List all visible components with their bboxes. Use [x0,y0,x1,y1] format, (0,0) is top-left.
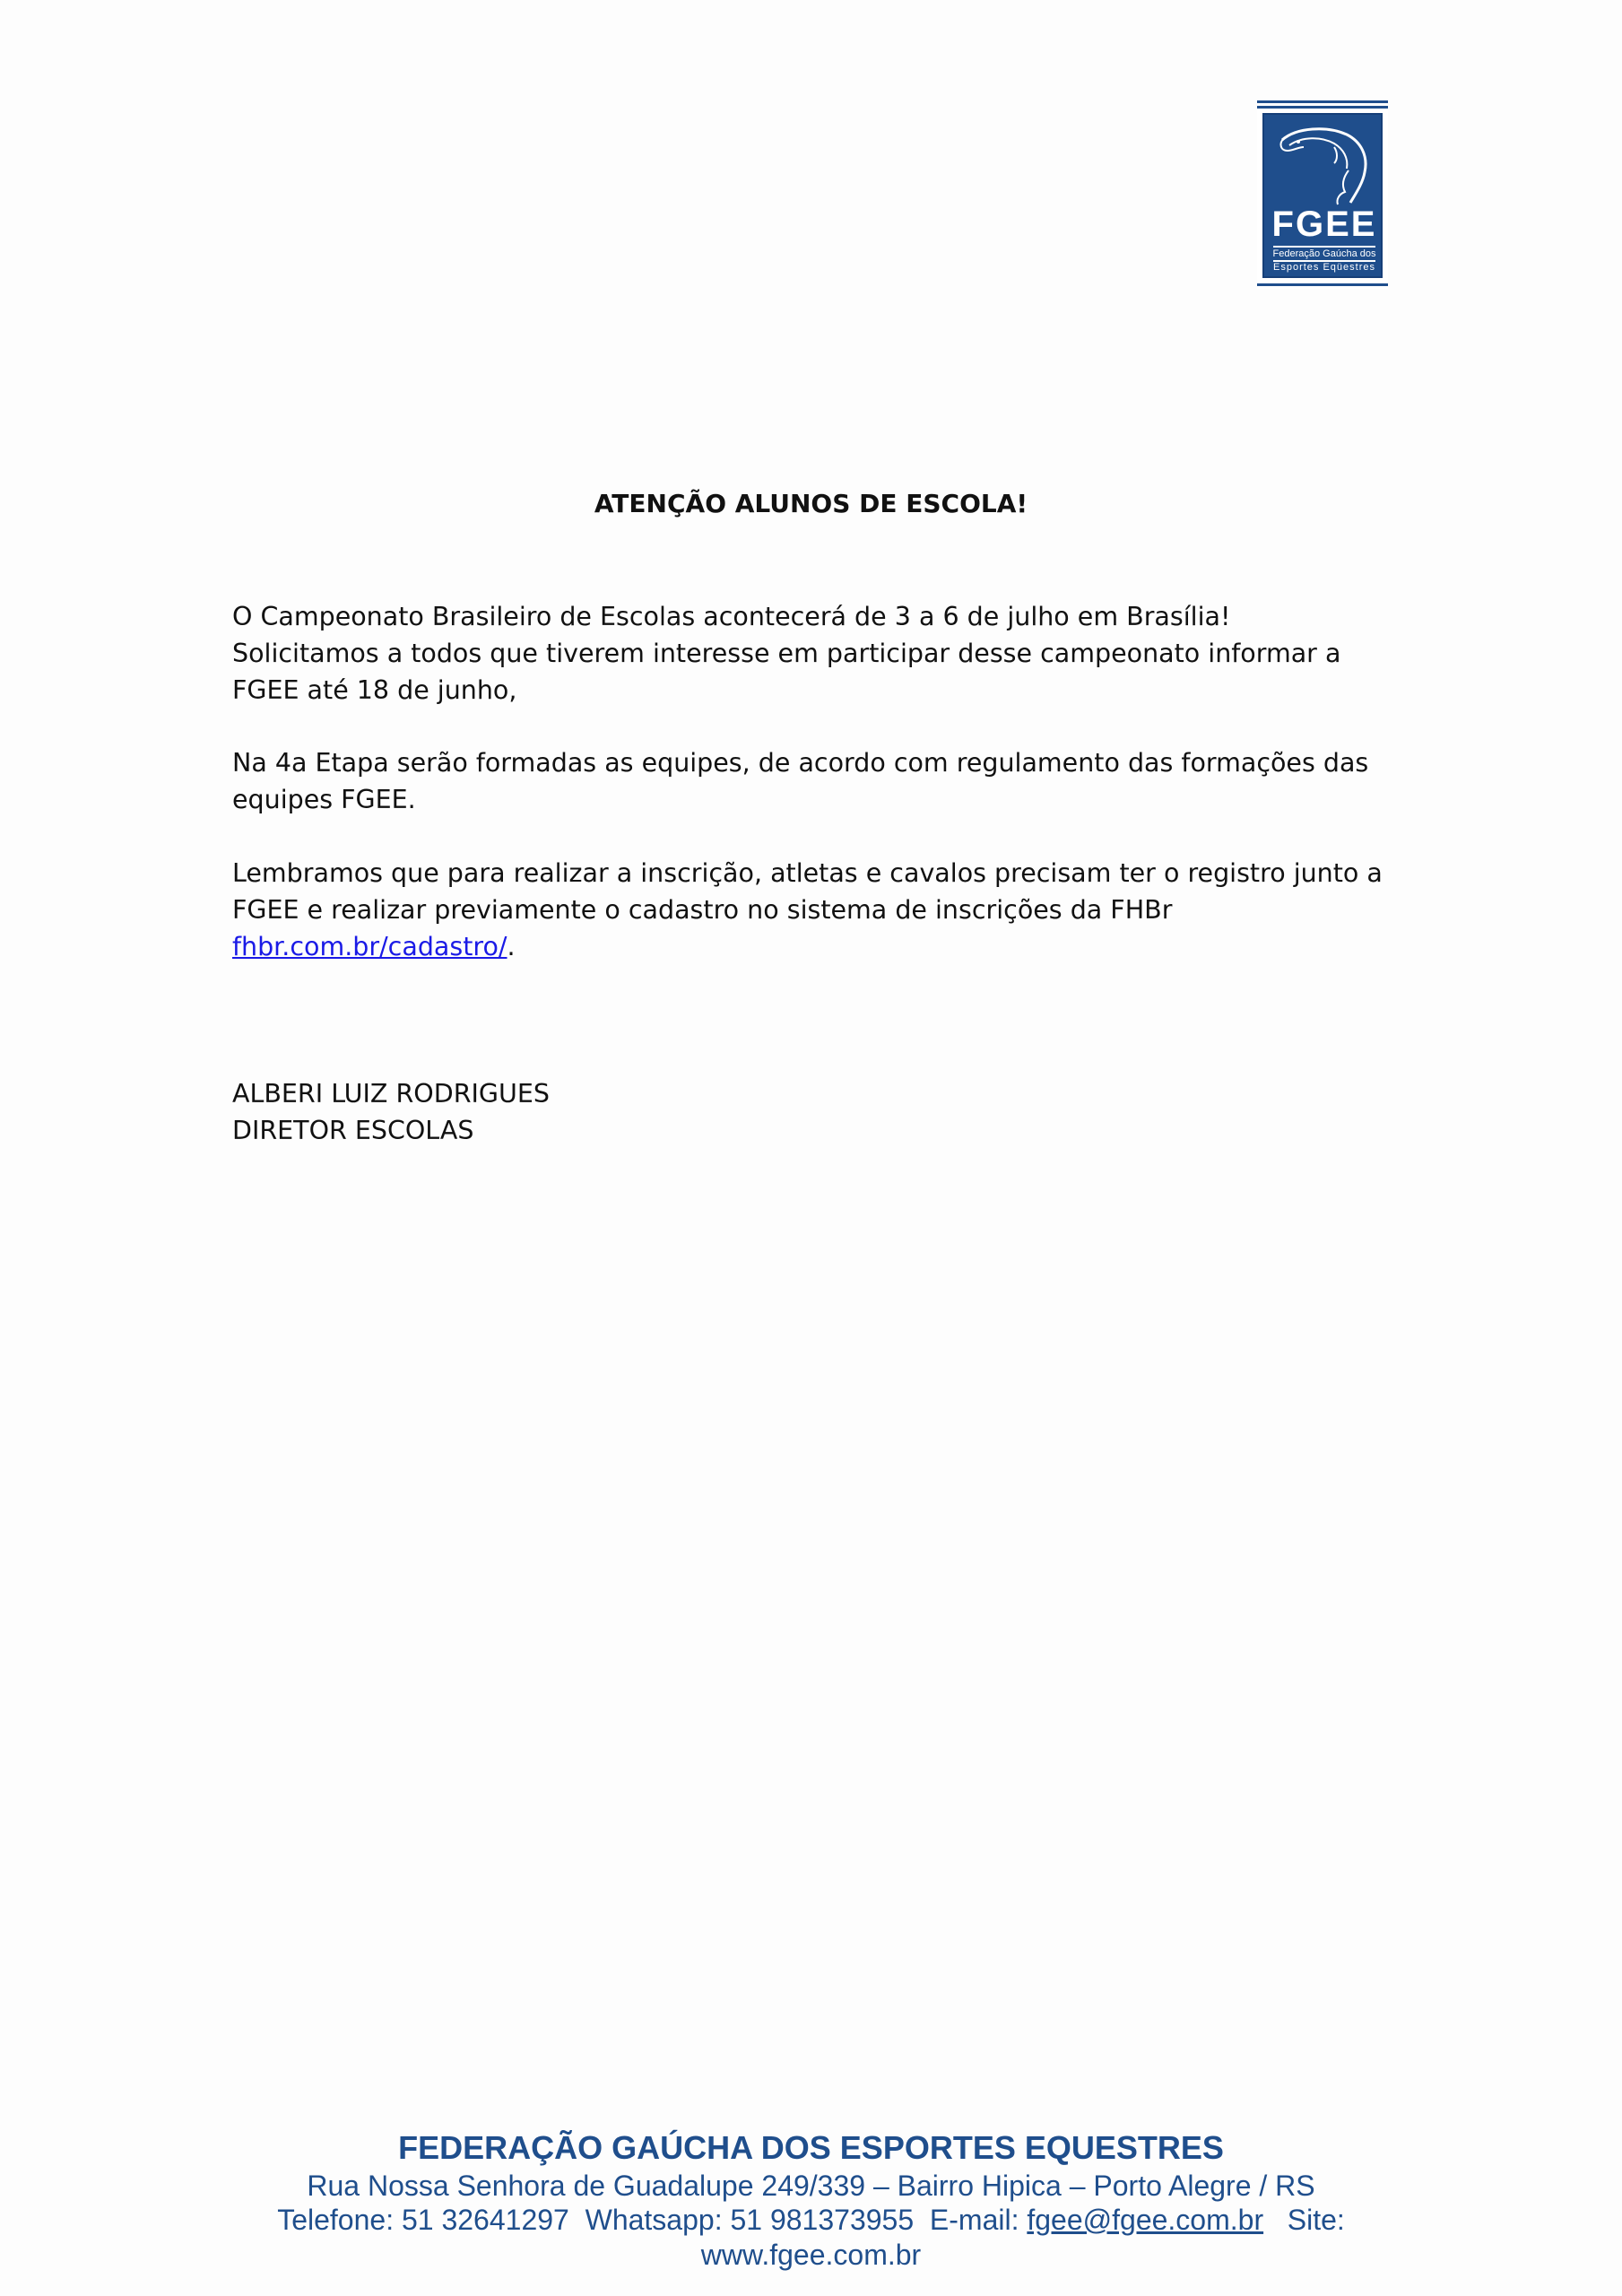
paragraph-line-link [232,928,1398,965]
paragraph-championship [232,598,1398,709]
paragraph-line: Solicitamos a todos que tiverem interesse em participar desse campeonato informar a [232,639,1341,668]
footer-org-name: FEDERAÇÃO GAÚCHA DOS ESPORTES EQUESTRES [398,2129,1224,2166]
paragraph-registration [232,855,1398,965]
paragraph-line: Na 4a Etapa serão formadas as equipes, de acordo com regulamento das formações das [232,748,1369,778]
paragraph-line: O Campeonato Brasileiro de Escolas acontecerá de 3 a 6 de julho em Brasília! [232,602,1231,631]
horse-head-icon [1271,120,1377,206]
paragraph-teams [232,744,1398,818]
footer-contact [0,2203,1622,2237]
logo-subtitle-line1: Federação Gaúcha dos [1272,248,1376,259]
logo-top-rule [1257,100,1388,103]
signature-title: DIRETOR ESCOLAS [232,1116,474,1145]
notice-heading: ATENÇÃO ALUNOS DE ESCOLA! [594,489,1028,518]
signature-block [232,1075,1398,1149]
footer-site-link[interactable]: www.fgee.com.br [700,2239,922,2271]
paragraph-line: Lembramos que para realizar a inscrição, atletas e cavalos precisam ter o registro junto a [232,858,1383,888]
logo-bottom-rule [1257,283,1388,286]
paragraph-line: equipes FGEE. [232,785,416,814]
logo-divider [1273,246,1375,248]
paragraph-line: FGEE e realizar previamente o cadastro no sistema de inscrições da FHBr [232,895,1173,925]
link-suffix: . [507,932,516,961]
signature-name: ALBERI LUIZ RODRIGUES [232,1079,550,1109]
logo-subtitle-line2: Esportes Eqüestres [1273,262,1375,273]
footer-site-label: Site: [1263,2204,1345,2236]
footer-email-link[interactable]: fgee@fgee.com.br [1027,2204,1264,2236]
registration-link[interactable]: fhbr.com.br/cadastro/ [232,932,507,961]
fgee-logo [1257,100,1388,289]
logo-top-rule-2 [1257,106,1388,109]
footer-contact-text: Telefone: 51 32641297 Whatsapp: 51 981373955 E-mail: [277,2204,1028,2236]
logo-acronym: FGEE [1271,204,1377,244]
footer-address: Rua Nossa Senhora de Guadalupe 249/339 – Bairro Hipica – Porto Alegre / RS [307,2170,1315,2202]
paragraph-line: FGEE até 18 de junho, [232,675,517,705]
logo-panel [1262,113,1383,278]
